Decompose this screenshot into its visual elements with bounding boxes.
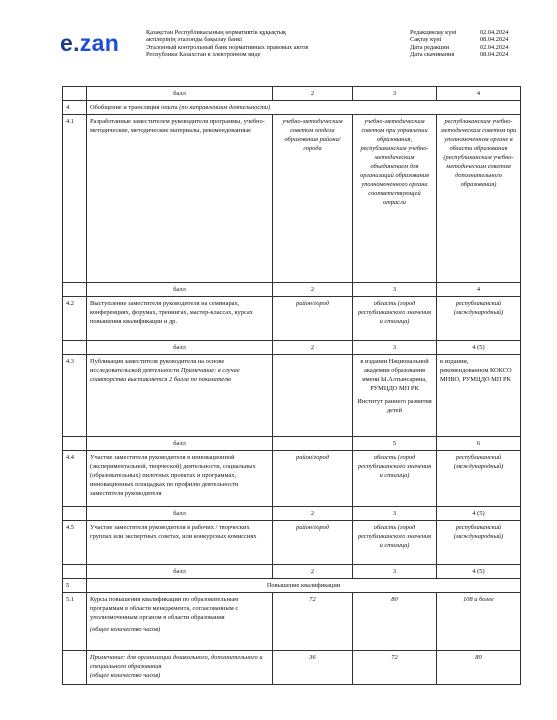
- level-cell: республиканским учебно-методическим советом при уполномоченном органе в области образования (республиканским учебно-методическим советом дополнительного образования): [437, 115, 521, 283]
- header-line: актілерінің эталонды бақылау банкі: [146, 36, 243, 44]
- logo-accent: zan: [79, 30, 120, 56]
- criterion-row: [63, 355, 521, 437]
- section-title: Повышение квалификации: [87, 579, 521, 593]
- criterion-row: [63, 651, 521, 685]
- level-cell: 108 и более: [437, 593, 521, 651]
- score-cell: 2: [273, 87, 353, 101]
- level-cell: республиканский (международный): [437, 521, 521, 565]
- criterion-note: Примечание: в случае соавторства выставляется 2 балла по показателю: [90, 367, 240, 383]
- level-cell: республиканский (международный): [437, 451, 521, 507]
- level-cell: область (город республиканского значения и столица): [353, 451, 437, 507]
- criterion-text-main: Курсы повышения квалификации по образовательным программам в области менеджмента, согласованным с уполномоченным органом в области образования: [90, 596, 239, 621]
- criterion-text: [87, 355, 273, 437]
- score-cell: 4: [437, 283, 521, 297]
- criterion-row: [63, 521, 521, 565]
- row-number: 4.5: [63, 521, 87, 565]
- logo-main: e.: [60, 30, 80, 56]
- level-text: Институт раннего развития детей: [357, 398, 432, 414]
- section-title-text: Обобщение и трансляция опыта: [90, 104, 180, 111]
- section-row: [63, 579, 521, 593]
- criterion-text-main: Публикация заместителя руководителя на основе исследовательской деятельности: [90, 358, 225, 374]
- date-label: Дата редакции: [410, 43, 450, 51]
- row-number: 4.1: [63, 115, 87, 283]
- score-cell: 3: [353, 87, 437, 101]
- score-cell: 3: [353, 565, 437, 579]
- level-cell: район/город: [273, 521, 353, 565]
- level-cell: учебно-методическим советом отдела образования района/города: [273, 115, 353, 283]
- row-number: 4: [63, 101, 87, 115]
- level-cell: 80: [437, 651, 521, 685]
- score-cell: 3: [353, 341, 437, 355]
- level-cell: район/город: [273, 451, 353, 507]
- date-label: Редакциялау күні: [410, 29, 457, 36]
- criterion-text: Выступление заместителя руководителя на семинарах, конференциях, форумах, тренингах, мастер-классах, курсах повышения квалификации и др.: [87, 297, 273, 341]
- score-label: балл: [87, 507, 273, 521]
- score-label: балл: [87, 341, 273, 355]
- score-cell: 6: [437, 437, 521, 451]
- score-cell: 4 (5): [437, 341, 521, 355]
- criterion-text: Разработанные заместителем руководителя программы, учебно-методические, методические материалы, рекомендованные: [87, 115, 273, 283]
- criterion-row: [63, 115, 521, 283]
- criterion-unit: (общее количество часов): [90, 626, 161, 633]
- level-cell-empty: [273, 355, 353, 437]
- section-title-note: (по направлениям деятельности): [179, 104, 271, 111]
- criterion-text: Участие заместителя руководителя в инновационной (экспериментальной, творческой) деятельности, социальных (образовательных) пилотных проектах и программах, инновационных площадках по профилю деятельности заместителя руководителя: [87, 451, 273, 507]
- score-row: [63, 87, 521, 101]
- document-dates: [410, 29, 508, 59]
- date-value: 02.04.2024: [480, 43, 509, 51]
- section-row: [63, 101, 521, 115]
- criterion-text: Участие заместителя руководителя в рабочих / творческих группах или экспертных советах, или конкурсных комиссиях: [87, 521, 273, 565]
- score-cell: 2: [273, 507, 353, 521]
- row-number: 5: [63, 579, 87, 593]
- criteria-table: [62, 86, 521, 685]
- level-cell: республиканский (международный): [437, 297, 521, 341]
- header-line: Республики Казахстан в электронном виде: [146, 51, 261, 59]
- level-text: в издании Национальной академии образования имени Ы.Алтынсарина, РУМЦДО МП РК: [360, 358, 429, 392]
- date-label: Дата скачивания: [410, 51, 455, 59]
- score-cell: 5: [353, 437, 437, 451]
- section-title: [87, 101, 521, 115]
- score-cell: 2: [273, 341, 353, 355]
- level-cell: район/город: [273, 297, 353, 341]
- header-line: Эталонный контрольный банк нормативных правовых актов: [146, 43, 309, 51]
- date-value: 08.04.2024: [480, 36, 509, 44]
- row-number: 4.4: [63, 451, 87, 507]
- ezan-logo[interactable]: [60, 30, 119, 57]
- criterion-text: [87, 593, 273, 651]
- score-cell: 4 (5): [437, 507, 521, 521]
- score-cell: 4: [437, 87, 521, 101]
- date-value: 02.04.2024: [480, 29, 509, 36]
- level-cell: область (город республиканского значения и столица): [353, 297, 437, 341]
- score-row: [63, 437, 521, 451]
- level-cell: учебно-методическим советом при управлении образования, республиканским учебно-методическим объединением для организаций образования уполномоченного органа соответствующей отрасли: [353, 115, 437, 283]
- row-number: 5.1: [63, 593, 87, 651]
- header-line: Қазақстан Республикасының нормативтік құқықтық: [146, 29, 287, 36]
- registry-title: [146, 29, 396, 59]
- score-label: балл: [87, 283, 273, 297]
- score-row: [63, 507, 521, 521]
- score-label: балл: [87, 87, 273, 101]
- criterion-unit: (общее количество часов): [90, 672, 161, 679]
- criterion-text: [87, 651, 273, 685]
- level-cell: область (город республиканского значения и столица): [353, 521, 437, 565]
- level-cell: 72: [273, 593, 353, 651]
- score-row: [63, 565, 521, 579]
- level-cell: в издании, рекомендованном КОКСО МНВО, РУМЦДО МП РК: [437, 355, 521, 437]
- score-label: балл: [87, 565, 273, 579]
- row-number: 4.3: [63, 355, 87, 437]
- score-cell: 3: [353, 507, 437, 521]
- level-cell: 80: [353, 593, 437, 651]
- score-cell: 4 (5): [437, 565, 521, 579]
- date-label: Сақтау күні: [410, 36, 442, 44]
- criterion-row: [63, 593, 521, 651]
- date-value: 08.04.2024: [480, 51, 509, 59]
- score-cell: 2: [273, 565, 353, 579]
- document-header: [0, 0, 557, 80]
- row-number: 4.2: [63, 297, 87, 341]
- criterion-note: Примечание: для организации дошкольного, дополнительного и специального образования: [90, 654, 263, 670]
- score-row: [63, 283, 521, 297]
- level-cell: 36: [273, 651, 353, 685]
- level-cell: [353, 355, 437, 437]
- level-cell: 72: [353, 651, 437, 685]
- score-label: балл: [87, 437, 273, 451]
- score-row: [63, 341, 521, 355]
- score-cell: 2: [273, 283, 353, 297]
- criterion-row: [63, 297, 521, 341]
- score-cell: 3: [353, 283, 437, 297]
- criterion-row: [63, 451, 521, 507]
